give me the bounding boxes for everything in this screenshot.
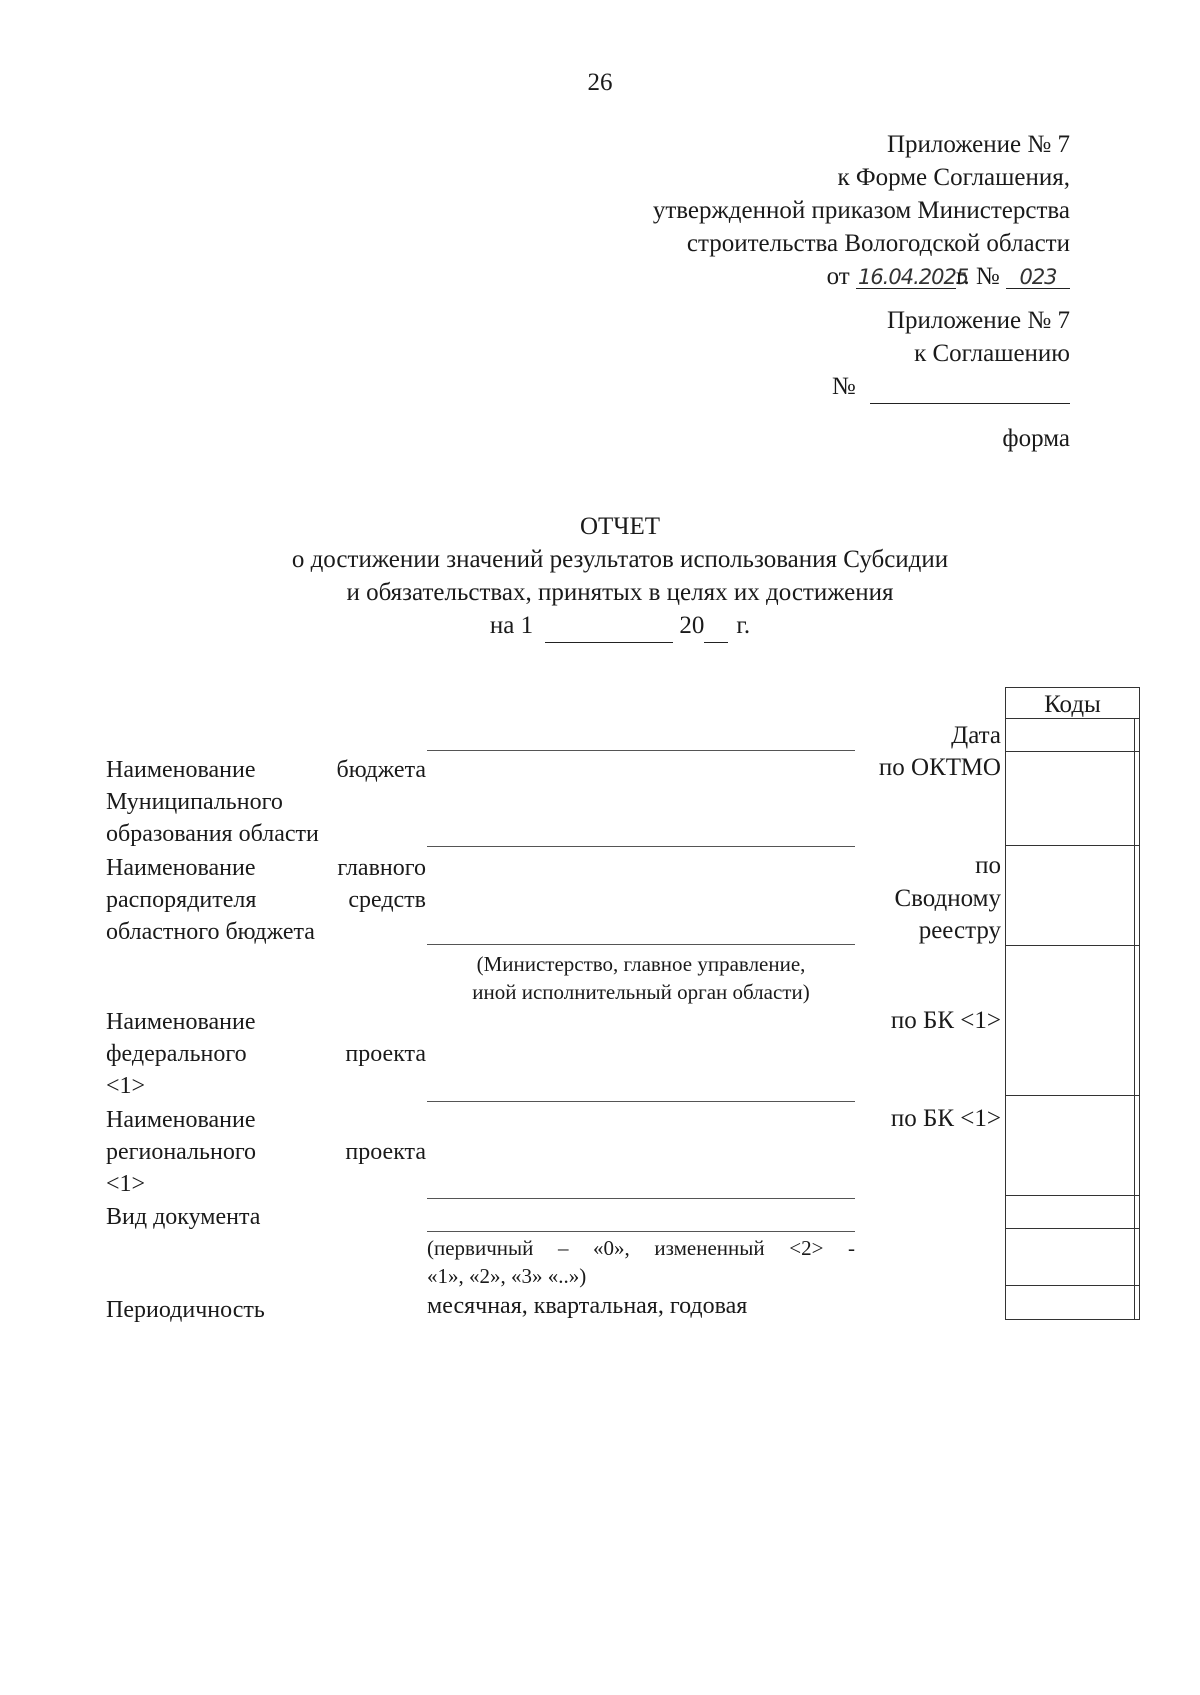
codes-column-divider — [1134, 718, 1135, 1319]
codes-row-divider — [1006, 1228, 1139, 1229]
agreement-number-line — [670, 370, 1070, 404]
svod-label-2: Сводному — [894, 885, 1001, 912]
codes-row-divider — [1006, 1195, 1139, 1196]
approval-line-1: Приложение № 7 — [886, 131, 1070, 158]
budget-name-underline — [427, 846, 855, 847]
agreement-number-label: № — [831, 373, 856, 400]
budget-name-label — [106, 754, 426, 850]
codes-row-divider — [1006, 718, 1139, 719]
date-label: Дата — [951, 722, 1001, 749]
year-number-label: г. № — [955, 263, 1000, 290]
svod-label-3: реестру — [918, 917, 1001, 944]
approval-line-2: к Форме Соглашения, — [837, 164, 1070, 191]
from-prefix: от — [826, 263, 850, 290]
title-year-blank — [704, 609, 728, 643]
approval-date-line — [510, 260, 1070, 293]
manager-name-label — [106, 852, 426, 948]
regional-project-line-2: регионального проекта — [106, 1139, 426, 1165]
date-underline — [427, 750, 855, 751]
federal-project-underline — [427, 1101, 855, 1102]
periodicity-value: месячная, квартальная, годовая — [427, 1293, 748, 1319]
budget-name-line-1: Наименование бюджета — [106, 757, 426, 783]
title-date-suffix: г. — [736, 612, 751, 639]
approval-line-4: строительства Вологодской области — [686, 230, 1070, 257]
title-month-blank — [545, 609, 673, 643]
manager-name-line-2: распорядителя средств — [106, 887, 426, 913]
regional-project-underline — [427, 1198, 855, 1199]
regional-project-line-3: <1> — [106, 1171, 146, 1197]
periodicity-label: Периодичность — [106, 1297, 265, 1323]
budget-name-line-2: Муниципального — [106, 789, 283, 815]
manager-name-line-1: Наименование главного — [106, 855, 426, 881]
title-date-prefix: на 1 — [489, 612, 534, 639]
title-line-3: и обязательствах, принятых в целях их достижения — [346, 579, 894, 606]
manager-hint-line-2: иной исполнительный орган области) — [472, 980, 810, 1004]
agreement-line-1: Приложение № 7 — [886, 307, 1070, 334]
doc-type-label: Вид документа — [106, 1204, 261, 1230]
title-line-1: ОТЧЕТ — [579, 513, 661, 540]
manager-hint — [427, 950, 855, 1006]
codes-row-divider — [1006, 751, 1139, 752]
title-date-mid: 20 — [679, 612, 705, 639]
manager-hint-line-1: (Министерство, главное управление, — [476, 952, 806, 976]
federal-project-line-1: Наименование — [106, 1009, 256, 1035]
form-label: форма — [1002, 425, 1070, 452]
codes-header: Коды — [1044, 691, 1101, 718]
agreement-header — [670, 304, 1070, 404]
doc-type-hint — [427, 1234, 855, 1290]
oktmo-label: по ОКТМО — [878, 754, 1001, 781]
regional-project-line-1: Наименование — [106, 1107, 256, 1133]
svod-label-1: по — [975, 852, 1001, 879]
agreement-number-blank — [870, 370, 1070, 404]
codes-row-divider — [1006, 945, 1139, 946]
handwritten-number: 023 — [1006, 266, 1070, 289]
budget-name-line-3: образования области — [106, 821, 319, 847]
page-number: 26 — [587, 69, 613, 96]
doc-type-hint-line-1: (первичный – «0», измененный <2> - — [427, 1236, 855, 1260]
manager-name-underline — [427, 944, 855, 945]
bk-label-1: по БК <1> — [890, 1007, 1001, 1034]
regional-project-label — [106, 1104, 426, 1200]
approval-line-3: утвержденной приказом Министерства — [652, 197, 1070, 224]
codes-row-divider — [1006, 1095, 1139, 1096]
agreement-line-2: к Соглашению — [914, 340, 1070, 367]
codes-row-divider — [1006, 1285, 1139, 1286]
report-title — [0, 510, 1200, 643]
federal-project-line-3: <1> — [106, 1073, 146, 1099]
federal-project-line-2: федерального проекта — [106, 1041, 426, 1067]
handwritten-date: 16.04.2025 — [857, 265, 969, 289]
codes-row-divider — [1006, 845, 1139, 846]
doc-type-underline — [427, 1231, 855, 1232]
approval-header — [510, 128, 1070, 293]
bk-label-2: по БК <1> — [890, 1105, 1001, 1132]
title-line-2: о достижении значений результатов использования Субсидии — [291, 546, 949, 573]
doc-type-hint-line-2: «1», «2», «3» «..») — [427, 1264, 587, 1288]
federal-project-label — [106, 1006, 426, 1102]
manager-name-line-3: областного бюджета — [106, 919, 315, 945]
title-date-line — [0, 609, 1200, 643]
codes-table — [1005, 687, 1140, 1320]
